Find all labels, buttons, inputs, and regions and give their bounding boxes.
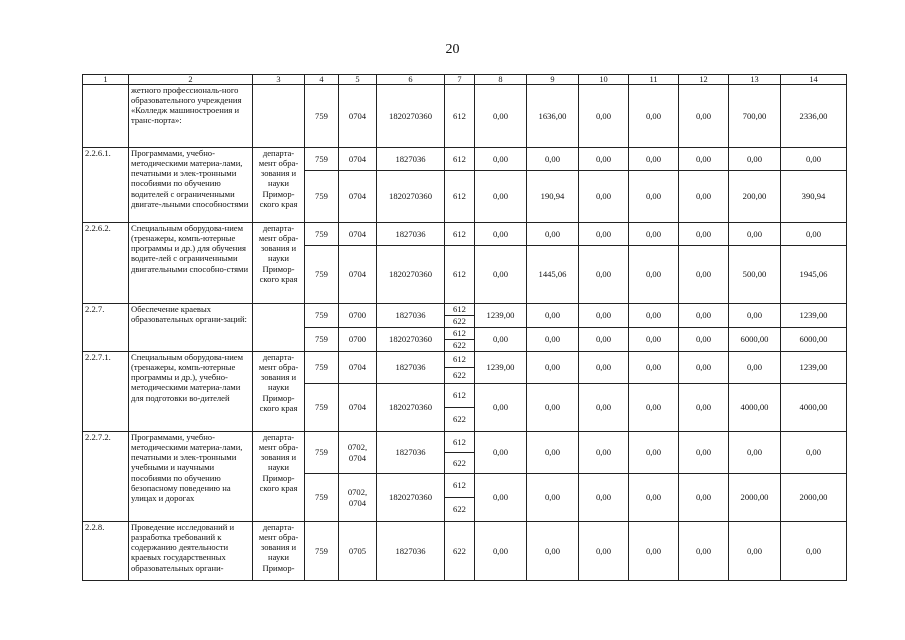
- cell-value-col8: 0,00: [475, 384, 527, 432]
- column-number-row: [83, 75, 847, 85]
- table-body: [83, 75, 847, 581]
- column-number: 5: [339, 75, 377, 85]
- cell-gov-code: 759: [305, 85, 339, 148]
- cell-gov-code: 759: [305, 328, 339, 352]
- cell-value-col10: 0,00: [579, 328, 629, 352]
- cell-value-col10: 0,00: [579, 384, 629, 432]
- cell-target-code: 1827036: [377, 352, 445, 384]
- cell-value-col11: 0,00: [629, 432, 679, 474]
- item-name: Программами, учебно-методическими материа-лами, печатными и элек-тронными учебными и научными пособиями по обучению безопасному поведению на улицах и дорогах: [129, 432, 253, 522]
- cell-target-code: 1820270360: [377, 85, 445, 148]
- cell-value-col14: 6000,00: [781, 328, 847, 352]
- cell-value-col8: 0,00: [475, 474, 527, 522]
- cell-value-col11: 0,00: [629, 384, 679, 432]
- cell-value-col12: 0,00: [679, 304, 729, 328]
- cell-value-col14: 1239,00: [781, 304, 847, 328]
- page-number: 20: [445, 42, 460, 57]
- cell-value-col9: 0,00: [527, 474, 579, 522]
- cell-target-code: 1820270360: [377, 171, 445, 223]
- cell-value-col9: 1636,00: [527, 85, 579, 148]
- cell-value-col12: 0,00: [679, 246, 729, 304]
- cell-target-code: 1820270360: [377, 384, 445, 432]
- item-name: Проведение исследований и разработка требований к содержанию деятельности краевых государственных образовательных органи-: [129, 522, 253, 581]
- item-name: Специальным оборудова-нием (тренажеры, компь-ютерные программы и др.), учебно-методическими материа-лами для подготовки во-дителей: [129, 352, 253, 432]
- cell-value-col9: 1445,06: [527, 246, 579, 304]
- cell-value-col8: 0,00: [475, 246, 527, 304]
- cell-expense-type: 612: [445, 85, 475, 148]
- column-number: 2: [129, 75, 253, 85]
- cell-expense-type: 612: [445, 223, 475, 246]
- cell-value-col9: 0,00: [527, 522, 579, 581]
- cell-value-col10: 0,00: [579, 522, 629, 581]
- cell-value-col12: 0,00: [679, 432, 729, 474]
- cell-expense-type: 622: [445, 408, 475, 432]
- cell-section-code: 0704: [339, 171, 377, 223]
- cell-value-col13: 0,00: [729, 432, 781, 474]
- cell-value-col9: 190,94: [527, 171, 579, 223]
- cell-section-code: 0704: [339, 85, 377, 148]
- cell-gov-code: 759: [305, 246, 339, 304]
- cell-value-col11: 0,00: [629, 352, 679, 384]
- cell-value-col13: 0,00: [729, 304, 781, 328]
- column-number: 1: [83, 75, 129, 85]
- item-code: 2.2.7.1.: [83, 352, 129, 432]
- item-name: Программами, учебно-методическими материа-лами, печатными и элек-тронными пособиями по обучению водителей с ограниченными двигате-льными способностями: [129, 148, 253, 223]
- cell-value-col12: 0,00: [679, 352, 729, 384]
- cell-value-col11: 0,00: [629, 474, 679, 522]
- item-name: Специальным оборудова-нием (тренажеры, компь-ютерные программы и др.) для обучения водите-лей с ограниченными двигательными способно-стями: [129, 223, 253, 304]
- cell-value-col13: 2000,00: [729, 474, 781, 522]
- cell-gov-code: 759: [305, 304, 339, 328]
- cell-target-code: 1827036: [377, 304, 445, 328]
- cell-section-code: 0704: [339, 148, 377, 171]
- cell-expense-type: 622: [445, 522, 475, 581]
- item-code: [83, 85, 129, 148]
- cell-value-col9: 0,00: [527, 304, 579, 328]
- column-number: 9: [527, 75, 579, 85]
- cell-value-col11: 0,00: [629, 246, 679, 304]
- cell-target-code: 1827036: [377, 223, 445, 246]
- cell-gov-code: 759: [305, 384, 339, 432]
- cell-expense-type: 612: [445, 246, 475, 304]
- item-executor: [253, 304, 305, 352]
- item-name: жетного профессиональ-ного образовательного учреждения «Колледж машиностроения и транс-порта»:: [129, 85, 253, 148]
- column-number: 4: [305, 75, 339, 85]
- cell-gov-code: 759: [305, 148, 339, 171]
- cell-value-col8: 0,00: [475, 85, 527, 148]
- item-executor: департа-мент обра-зования и науки Примор-ского края: [253, 223, 305, 304]
- item-executor: департа-мент обра-зования и науки Примор-ского края: [253, 148, 305, 223]
- cell-expense-type: 612: [445, 384, 475, 408]
- cell-gov-code: 759: [305, 522, 339, 581]
- cell-target-code: 1820270360: [377, 328, 445, 352]
- cell-value-col8: 1239,00: [475, 304, 527, 328]
- cell-section-code: 0700: [339, 304, 377, 328]
- cell-expense-type: 612: [445, 432, 475, 453]
- table-row: [83, 148, 847, 171]
- cell-value-col8: 0,00: [475, 328, 527, 352]
- cell-value-col8: 0,00: [475, 432, 527, 474]
- column-number: 3: [253, 75, 305, 85]
- cell-value-col11: 0,00: [629, 171, 679, 223]
- item-code: 2.2.7.2.: [83, 432, 129, 522]
- cell-target-code: 1827036: [377, 148, 445, 171]
- cell-value-col8: 0,00: [475, 148, 527, 171]
- cell-value-col11: 0,00: [629, 304, 679, 328]
- cell-value-col13: 700,00: [729, 85, 781, 148]
- cell-value-col13: 0,00: [729, 522, 781, 581]
- item-executor: департа-мент обра-зования и науки Примор-ского края: [253, 432, 305, 522]
- item-code: 2.2.7.: [83, 304, 129, 352]
- cell-section-code: 0704: [339, 246, 377, 304]
- budget-table: [82, 74, 847, 581]
- cell-value-col9: 0,00: [527, 432, 579, 474]
- cell-value-col12: 0,00: [679, 328, 729, 352]
- cell-value-col13: 4000,00: [729, 384, 781, 432]
- cell-value-col10: 0,00: [579, 223, 629, 246]
- cell-value-col10: 0,00: [579, 148, 629, 171]
- item-name: Обеспечение краевых образовательных органи-заций:: [129, 304, 253, 352]
- cell-value-col10: 0,00: [579, 432, 629, 474]
- cell-expense-type: 612: [445, 148, 475, 171]
- cell-expense-type: 622: [445, 498, 475, 522]
- item-executor: департа-мент обра-зования и науки Примор-ского края: [253, 352, 305, 432]
- cell-value-col9: 0,00: [527, 328, 579, 352]
- cell-value-col12: 0,00: [679, 384, 729, 432]
- cell-section-code: 0702, 0704: [339, 474, 377, 522]
- cell-value-col13: 0,00: [729, 352, 781, 384]
- table-row: [83, 85, 847, 148]
- column-number: 7: [445, 75, 475, 85]
- cell-value-col13: 500,00: [729, 246, 781, 304]
- table-row: [83, 304, 847, 316]
- cell-value-col14: 2000,00: [781, 474, 847, 522]
- cell-target-code: 1820270360: [377, 474, 445, 522]
- column-number: 8: [475, 75, 527, 85]
- cell-section-code: 0705: [339, 522, 377, 581]
- cell-value-col13: 6000,00: [729, 328, 781, 352]
- cell-target-code: 1820270360: [377, 246, 445, 304]
- cell-value-col11: 0,00: [629, 223, 679, 246]
- cell-value-col14: 390,94: [781, 171, 847, 223]
- column-number: 10: [579, 75, 629, 85]
- item-code: 2.2.8.: [83, 522, 129, 581]
- cell-value-col8: 0,00: [475, 522, 527, 581]
- cell-value-col8: 1239,00: [475, 352, 527, 384]
- cell-value-col14: 2336,00: [781, 85, 847, 148]
- cell-value-col14: 1239,00: [781, 352, 847, 384]
- cell-target-code: 1827036: [377, 522, 445, 581]
- cell-value-col13: 0,00: [729, 223, 781, 246]
- cell-gov-code: 759: [305, 432, 339, 474]
- cell-value-col14: 1945,06: [781, 246, 847, 304]
- table-row: [83, 223, 847, 246]
- cell-section-code: 0704: [339, 352, 377, 384]
- cell-value-col11: 0,00: [629, 328, 679, 352]
- cell-value-col12: 0,00: [679, 171, 729, 223]
- cell-value-col11: 0,00: [629, 148, 679, 171]
- item-code: 2.2.6.2.: [83, 223, 129, 304]
- cell-value-col12: 0,00: [679, 85, 729, 148]
- cell-value-col10: 0,00: [579, 85, 629, 148]
- cell-value-col9: 0,00: [527, 352, 579, 384]
- cell-expense-type: 612: [445, 352, 475, 368]
- cell-value-col14: 0,00: [781, 223, 847, 246]
- cell-target-code: 1827036: [377, 432, 445, 474]
- table-row: [83, 432, 847, 453]
- cell-value-col11: 0,00: [629, 522, 679, 581]
- item-executor: [253, 85, 305, 148]
- cell-expense-type: 622: [445, 453, 475, 474]
- cell-value-col14: 0,00: [781, 522, 847, 581]
- column-number: 14: [781, 75, 847, 85]
- cell-expense-type: 612: [445, 171, 475, 223]
- cell-value-col10: 0,00: [579, 171, 629, 223]
- item-executor: департа-мент обра-зования и науки Примор-: [253, 522, 305, 581]
- column-number: 12: [679, 75, 729, 85]
- cell-section-code: 0704: [339, 384, 377, 432]
- cell-gov-code: 759: [305, 352, 339, 384]
- cell-expense-type: 612: [445, 328, 475, 340]
- cell-value-col14: 0,00: [781, 432, 847, 474]
- cell-expense-type: 612: [445, 304, 475, 316]
- cell-value-col8: 0,00: [475, 171, 527, 223]
- cell-section-code: 0704: [339, 223, 377, 246]
- column-number: 13: [729, 75, 781, 85]
- cell-section-code: 0702, 0704: [339, 432, 377, 474]
- cell-value-col13: 0,00: [729, 148, 781, 171]
- cell-value-col8: 0,00: [475, 223, 527, 246]
- cell-value-col9: 0,00: [527, 384, 579, 432]
- cell-value-col10: 0,00: [579, 352, 629, 384]
- cell-value-col12: 0,00: [679, 223, 729, 246]
- column-number: 11: [629, 75, 679, 85]
- cell-value-col11: 0,00: [629, 85, 679, 148]
- cell-value-col10: 0,00: [579, 246, 629, 304]
- cell-value-col12: 0,00: [679, 474, 729, 522]
- cell-section-code: 0700: [339, 328, 377, 352]
- cell-value-col10: 0,00: [579, 474, 629, 522]
- cell-value-col13: 200,00: [729, 171, 781, 223]
- item-code: 2.2.6.1.: [83, 148, 129, 223]
- cell-value-col14: 0,00: [781, 148, 847, 171]
- cell-value-col10: 0,00: [579, 304, 629, 328]
- cell-expense-type: 622: [445, 340, 475, 352]
- cell-value-col9: 0,00: [527, 223, 579, 246]
- cell-value-col14: 4000,00: [781, 384, 847, 432]
- cell-expense-type: 622: [445, 368, 475, 384]
- cell-expense-type: 622: [445, 316, 475, 328]
- table-row: [83, 522, 847, 581]
- cell-expense-type: 612: [445, 474, 475, 498]
- cell-gov-code: 759: [305, 223, 339, 246]
- cell-gov-code: 759: [305, 474, 339, 522]
- table-row: [83, 352, 847, 368]
- cell-value-col12: 0,00: [679, 148, 729, 171]
- cell-value-col9: 0,00: [527, 148, 579, 171]
- cell-gov-code: 759: [305, 171, 339, 223]
- column-number: 6: [377, 75, 445, 85]
- cell-value-col12: 0,00: [679, 522, 729, 581]
